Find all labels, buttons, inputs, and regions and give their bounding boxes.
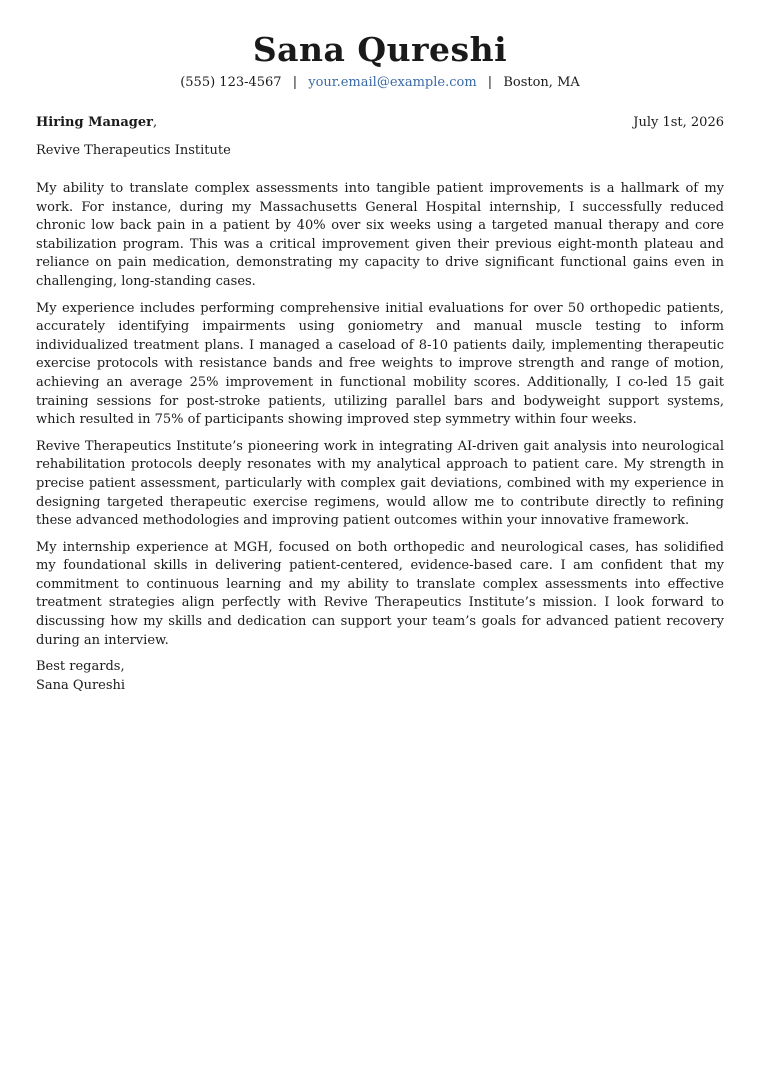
salutation-row	[36, 114, 724, 132]
recipient-name: Hiring Manager	[36, 115, 153, 130]
closing-phrase: Best regards,	[36, 659, 125, 675]
contact-separator: |	[487, 75, 493, 90]
body-paragraph: Revive Therapeutics Institute’s pioneering work in integrating AI-driven gait analysis into neurological rehabilitation protocols deeply resonates with my analytical approach to patient care. My strength in precise patient assessment, particularly with complex gait deviations, combined with my experience in designing targeted therapeutic exercise regimens, would allow me to contribute directly to refining these advanced methodologies and improving patient outcomes within your innovative framework.	[36, 438, 724, 529]
recipient-organization: Revive Therapeutics Institute	[36, 143, 231, 158]
contact-separator: |	[292, 75, 298, 90]
body-paragraph: My internship experience at MGH, focused on both orthopedic and neurological cases, has solidified my foundational skills in delivering patient-centered, evidence-based care. I am confident that my commitment to continuous learning and my ability to translate complex assessments into effective treatment strategies align perfectly with Revive Therapeutics Institute’s mission. I look forward to discussing how my skills and dedication can support your team’s goals for advanced patient recovery during an interview.	[36, 539, 724, 648]
cover-letter-page	[36, 0, 724, 695]
phone-number: (555) 123-4567	[180, 75, 282, 90]
signature-name: Sana Qureshi	[36, 677, 126, 693]
letter-closing	[36, 658, 724, 695]
body-paragraph: My experience includes performing comprehensive initial evaluations for over 50 orthopedic patients, accurately identifying impairments using goniometry and manual muscle testing to inform individualized treatment plans. I managed a caseload of 8-10 patients daily, implementing therapeutic exercise protocols with resistance bands and free weights to improve strength and range of motion, achieving an average 25% improvement in functional mobility scores. Additionally, I co-led 15 gait training sessions for post-stroke patients, utilizing parallel bars and bodyweight support systems, which resulted in 75% of participants showing improved step symmetry within four weeks.	[36, 300, 724, 428]
letter-date: July 1st, 2026	[633, 115, 724, 130]
letter-body	[36, 180, 724, 650]
body-paragraph: My ability to translate complex assessments into tangible patient improvements is a hallmark of my work. For instance, during my Massachusetts General Hospital internship, I successfully reduced chronic low back pain in a patient by 40% over six weeks using a targeted manual therapy and core stabilization program. This was a critical improvement given their previous eight-month plateau and reliance on pain medication, demonstrating my capacity to drive significant functional gains even in challenging, long-standing cases.	[36, 181, 724, 289]
contact-line	[36, 74, 724, 92]
applicant-name: Sana Qureshi	[252, 30, 508, 69]
recipient-punctuation: ,	[152, 115, 158, 130]
email-link[interactable]: your.email@example.com	[308, 75, 477, 90]
recipient	[36, 114, 157, 132]
location: Boston, MA	[503, 75, 580, 90]
